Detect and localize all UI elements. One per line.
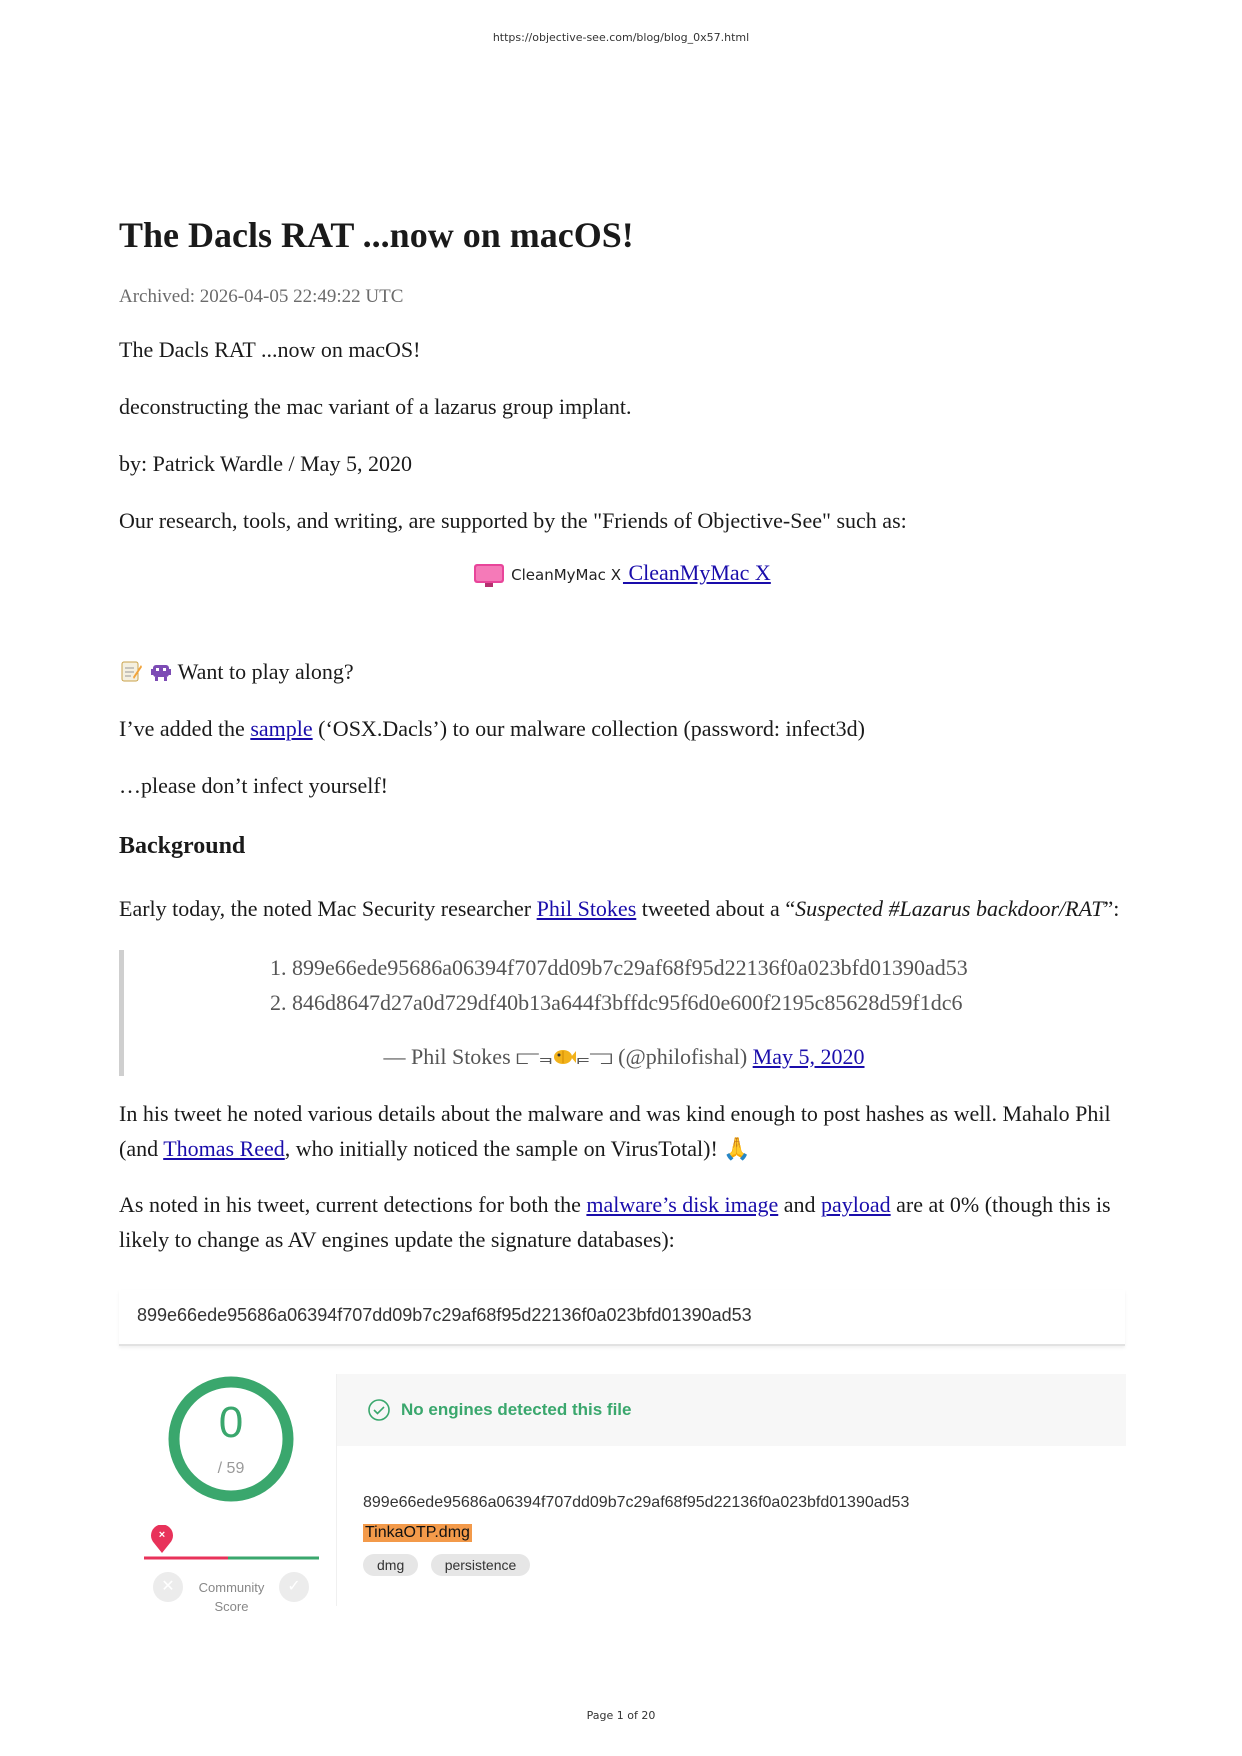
detect-paragraph (119, 1187, 1125, 1257)
early-mid: tweeted about a “ (636, 896, 796, 921)
detect-mid: and (778, 1192, 821, 1217)
vt-hash-bar (119, 1290, 1125, 1346)
sample-link[interactable]: sample (250, 716, 313, 741)
alien-monster-icon (149, 658, 173, 682)
subtitle: The Dacls RAT ...now on macOS! (119, 337, 421, 362)
vt-status-text: No engines detected this file (401, 1400, 632, 1419)
tag-dmg[interactable]: dmg (363, 1554, 418, 1576)
warning: …please don’t infect yourself! (119, 773, 389, 798)
early-paragraph (119, 891, 1125, 926)
archived-date: Archived: 2026-04-05 22:49:22 UTC (119, 286, 404, 307)
tagline: deconstructing the mac variant of a lazarus group implant. (119, 394, 632, 419)
early-post: ”: (1103, 896, 1120, 921)
support-text: Our research, tools, and writing, are supported by the "Friends of Objective-See" such as: (119, 508, 907, 533)
check-circle-icon (367, 1398, 391, 1422)
fish-icon (552, 1044, 576, 1069)
community-label (184, 1578, 279, 1616)
page-url: https://objective-see.com/blog/blog_0x57.html (492, 31, 750, 44)
early-em: Suspected #Lazarus backdoor/RAT (795, 896, 1104, 921)
memo-icon (119, 658, 143, 682)
tweet-date-link[interactable]: May 5, 2020 (752, 1044, 865, 1069)
sponsor (119, 560, 1125, 588)
tweet-citation (124, 1044, 1124, 1070)
disk-image-link[interactable]: malware’s disk image (586, 1192, 779, 1217)
tweet-post: , who initially noticed the sample on VirusTotal)! 🙏 (284, 1136, 751, 1161)
detection-total: / 59 (217, 1460, 245, 1477)
sample-post: (‘OSX.Dacls’) to our malware collection (password: infect3d) (312, 716, 865, 741)
sponsor-link[interactable]: CleanMyMac X (622, 560, 771, 585)
tag-persistence[interactable]: persistence (431, 1554, 531, 1576)
phil-stokes-link[interactable]: Phil Stokes (536, 896, 637, 921)
vt-filename: TinkaOTP.dmg (365, 1524, 470, 1541)
sponsor-logo-text: CleanMyMac X (511, 565, 621, 584)
tweet-paragraph (119, 1096, 1125, 1166)
sample-pre: I’ve added the (119, 716, 251, 741)
vt-tags (363, 1554, 538, 1576)
monitor-icon (473, 562, 505, 588)
vt-file-hash: 899e66ede95686a06394f707dd09b7c29af68f95d22136f0a023bfd01390ad53 (363, 1494, 910, 1511)
payload-link[interactable]: payload (821, 1192, 891, 1217)
cleanmymac-logo (473, 562, 621, 588)
community-label-1: Community (198, 1580, 265, 1595)
byline: by: Patrick Wardle / May 5, 2020 (119, 451, 412, 476)
list-item: 2. 846d8647d27a0d729df40b13a644f3bffdc95f6d0e600f2195c85628d59f1dc6 (292, 985, 968, 1020)
detection-count: 0 (218, 1398, 244, 1447)
community-marker: × (158, 1529, 166, 1541)
early-pre: Early today, the noted Mac Security researcher (119, 896, 537, 921)
play-along (119, 654, 1125, 689)
detection-gauge (166, 1374, 296, 1504)
vt-details (336, 1374, 1126, 1606)
background-heading: Background (119, 833, 246, 859)
virustotal-screenshot (119, 1290, 1125, 1614)
tweet-quote (119, 950, 1119, 1076)
hash-list (262, 950, 968, 1020)
community-score (144, 1525, 319, 1615)
vote-down-icon[interactable]: ✕ (161, 1578, 175, 1595)
article-title: The Dacls RAT ...now on macOS! (119, 215, 634, 255)
play-along-text: Want to play along? (177, 659, 354, 684)
page-number: Page 1 of 20 (586, 1709, 656, 1722)
community-label-2: Score (214, 1599, 249, 1614)
cite-pre: — Phil Stokes ⫍⫬ (383, 1044, 553, 1069)
thomas-reed-link[interactable]: Thomas Reed (163, 1136, 285, 1161)
tweet-pre: In his tweet he noted various details about the malware and was kind enough to post hashes as well. Mahalo Phil (and (119, 1101, 1111, 1161)
sample-paragraph (119, 711, 1125, 746)
list-item: 1. 899e66ede95686a06394f707dd09b7c29af68f95d22136f0a023bfd01390ad53 (292, 950, 968, 985)
cite-post: ⫭⫎ (@philofishal) (576, 1044, 753, 1069)
vt-hash: 899e66ede95686a06394f707dd09b7c29af68f95d22136f0a023bfd01390ad53 (137, 1305, 752, 1325)
detect-pre: As noted in his tweet, current detections for both the (119, 1192, 587, 1217)
detect-post: are at 0% (though this is likely to change as AV engines update the signature databases): (119, 1192, 1111, 1252)
vote-up-icon[interactable]: ✓ (287, 1578, 301, 1595)
vt-status-bar (337, 1374, 1126, 1446)
